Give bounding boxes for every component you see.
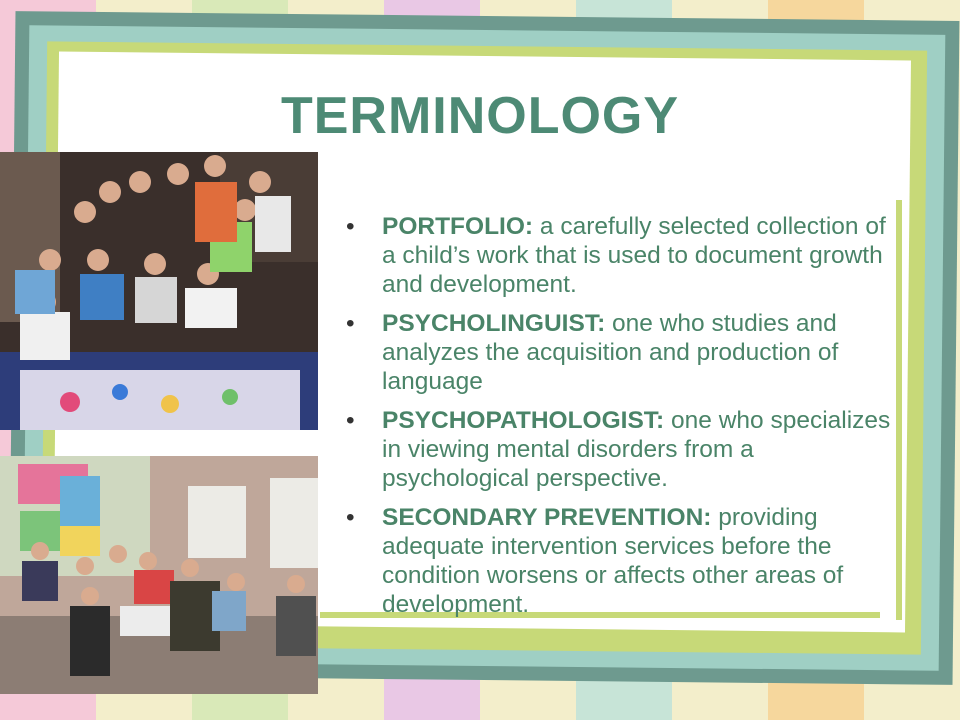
bullet-icon: • bbox=[346, 213, 355, 240]
group-photo-top bbox=[0, 152, 318, 430]
group-photo-bottom-image bbox=[0, 456, 318, 694]
term-definition: one who studies and analyzes the acquisition and production of language bbox=[382, 310, 839, 395]
group-photo-bottom bbox=[0, 456, 318, 694]
term-label: SECONDARY PREVENTION: bbox=[382, 504, 712, 531]
list-item bbox=[344, 212, 894, 299]
bullet-icon: • bbox=[346, 407, 355, 434]
list-item bbox=[344, 406, 894, 493]
term-label: PORTFOLIO: bbox=[382, 213, 534, 240]
frame-accent-line bbox=[896, 200, 902, 620]
terminology-list bbox=[344, 212, 894, 629]
list-item bbox=[344, 503, 894, 619]
bullet-icon: • bbox=[346, 504, 355, 531]
bullet-icon: • bbox=[346, 310, 355, 337]
term-definition: a carefully selected collection of a child’s work that is used to document growth and development. bbox=[382, 213, 886, 298]
term-definition: one who specializes in viewing mental disorders from a psychological perspective. bbox=[382, 407, 891, 492]
list-item bbox=[344, 309, 894, 396]
group-photo-top-image bbox=[0, 152, 318, 430]
slide-title: TERMINOLOGY bbox=[280, 87, 680, 145]
term-label: PSYCHOPATHOLOGIST: bbox=[382, 407, 665, 434]
term-definition: providing adequate intervention services before the condition worsens or affects other areas of development. bbox=[382, 504, 844, 618]
term-label: PSYCHOLINGUIST: bbox=[382, 310, 606, 337]
